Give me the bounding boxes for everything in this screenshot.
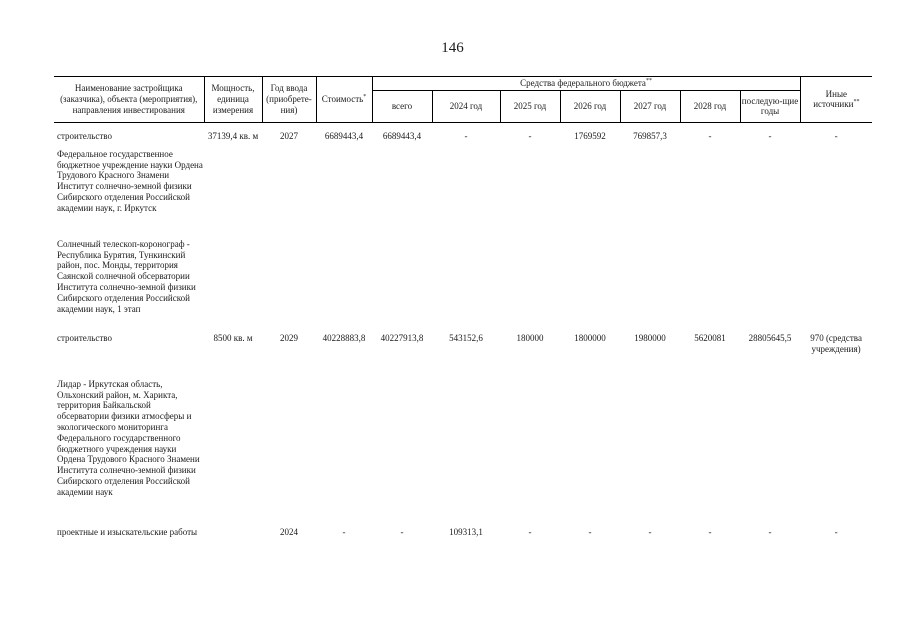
page-number: 146 — [441, 40, 464, 56]
cell-2026: 1769592 — [574, 130, 606, 141]
header-2027: 2027 год — [620, 90, 680, 122]
cell-2025: 180000 — [516, 332, 544, 343]
cell-2025: - — [528, 130, 532, 141]
cell-2024: - — [464, 130, 468, 141]
cell-later: - — [768, 526, 772, 537]
cell-year: 2027 — [280, 130, 298, 141]
table-body — [54, 122, 872, 555]
header-later: последую-щие годы — [740, 90, 800, 122]
header-name: Наименование застройщика (заказчика), объекта (мероприятия), направления инвестирования — [54, 77, 204, 123]
cell-2028: - — [708, 526, 712, 537]
cell-name: Лидар - Иркутская область, Ольхонский район, м. Харикта, территория Байкальской обсерватории физики атмосферы и экологического мониторинга Федерального государственного бюджетного учреждения науки Ордена Трудового Красного Знамени Института солнечно-земной физики Сибирского отделения Российской академии наук — [57, 378, 200, 497]
cell-name: Солнечный телескоп-коронограф - Республика Бурятия, Тункинский район, пос. Монды, территория Саянской солнечной обсерватории Института солнечно-земной физики Сибирского отделения Российской академии наук, 1 этап — [57, 238, 196, 314]
cell-capacity — [204, 527, 262, 555]
cell-name: Федеральное государственное бюджетное учреждение науки Ордена Трудового Красного Знамени Институт солнечно-земной физики Сибирского отделения Российской академии наук, г. Иркутск — [57, 148, 203, 213]
cell-total: - — [400, 526, 404, 537]
cell-total: 6689443,4 — [382, 130, 422, 141]
cell-later: 28805645,5 — [748, 332, 792, 343]
cell-capacity: 8500 кв. м — [213, 332, 253, 343]
header-cost: Стоимость* — [316, 77, 372, 123]
cell-total: 40227913,8 — [380, 332, 424, 343]
cell-name: проектные и изыскательские работы — [57, 526, 198, 537]
cell-year: 2029 — [280, 332, 298, 343]
header-2026: 2026 год — [560, 90, 620, 122]
cell-cost: - — [342, 526, 346, 537]
cell-other: - — [834, 130, 838, 141]
header-other: Иные источники** — [800, 77, 872, 123]
cell-2028: - — [708, 130, 712, 141]
cell-other: - — [834, 526, 838, 537]
cell-other: 970 (средства учреждения) — [810, 332, 862, 354]
investment-table — [54, 76, 872, 555]
cell-cost: 6689443,4 — [324, 130, 364, 141]
cell-2026: 1800000 — [574, 332, 606, 343]
cell-year: 2024 — [280, 526, 298, 537]
cell-later: - — [768, 130, 772, 141]
cell-2027: 1980000 — [634, 332, 666, 343]
table-header — [54, 77, 872, 123]
header-year: Год ввода (приобрете-ния) — [262, 77, 316, 123]
header-capacity: Мощность, единица измерения — [204, 77, 262, 123]
header-2025: 2025 год — [500, 90, 560, 122]
header-total: всего — [372, 90, 432, 122]
cell-2025: - — [528, 526, 532, 537]
table-row — [54, 379, 872, 527]
cell-cost: 40228883,8 — [322, 332, 366, 343]
cell-2027: 769857,3 — [633, 130, 667, 141]
table-row — [54, 527, 872, 555]
header-federal: Средства федерального бюджета** — [372, 77, 800, 91]
table-row — [54, 239, 872, 333]
cell-2027: - — [648, 526, 652, 537]
cell-2024: 109313,1 — [449, 526, 483, 537]
header-2024: 2024 год — [432, 90, 500, 122]
table-row — [54, 333, 872, 379]
table-row — [54, 131, 872, 149]
header-2028: 2028 год — [680, 90, 740, 122]
table-row — [54, 149, 872, 239]
cell-name: строительство — [57, 130, 112, 141]
cell-2024: 543152,6 — [449, 332, 483, 343]
cell-name: строительство — [57, 332, 112, 343]
cell-capacity: 37139,4 кв. м — [207, 130, 259, 141]
cell-2026: - — [588, 526, 592, 537]
cell-2028: 5620081 — [694, 332, 726, 343]
